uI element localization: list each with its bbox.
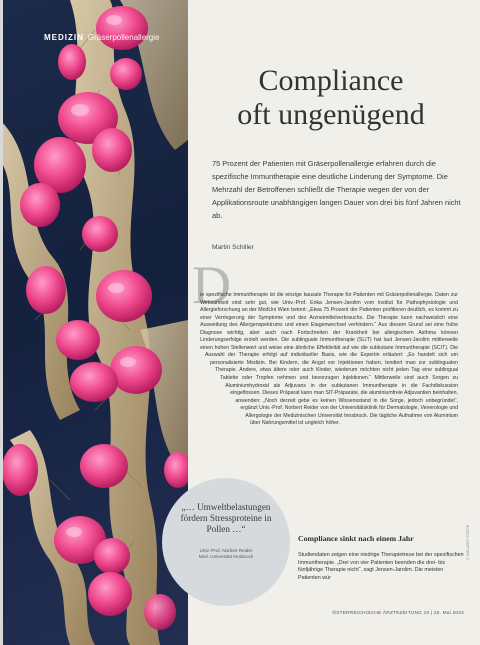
pollen-microscope-photo [0, 0, 188, 645]
pollen-illustration [0, 0, 188, 645]
quote-source-name: Univ.-Prof. Norbert Reider [199, 548, 253, 553]
subsection-label: Gräserpollenallergie [87, 32, 160, 42]
page-edge [0, 0, 3, 645]
quote-source-affiliation: Med. Universität Innsbruck [198, 554, 254, 559]
title-line-1: Compliance [258, 64, 404, 97]
section-header [44, 30, 159, 44]
pull-quote-text: „… Umweltbelastungen fördern Stressproteine in Pollen …“ [180, 502, 272, 534]
article-author: Martin Schiller [212, 244, 254, 251]
article-lead: 75 Prozent der Patienten mit Gräserpollenallergie erfahren durch die spezifische Immuntherapie eine deutliche Linderung der Symptome. Die Mehrzahl der Betroffenen schließt die Therapie wegen der von der Applikationsroute unabhängigen langen Dauer von drei bis fünf Jahren nicht ab. [212, 159, 461, 220]
pull-quote [162, 478, 290, 606]
title-line-2: oft ungenügend [237, 98, 425, 131]
page-footer: ÖSTERREICHISCHE ÄRZTEZEITUNG 10 | 25. Mai 2024 [332, 611, 464, 616]
photo-credit: © GALLERY STOCK [466, 524, 470, 560]
article-body-text: ie spezifische Immuntherapie ist die einzige kausale Therapie für Patienten mit Gräserpollenallergie. Daten zur Wirksamkeit sind sehr gut, wie Univ.-Prof. Erika Jensen-Jarolim vom Institut für Pathophysiologie und Allergieforschung an der MedUni Wien betont: „Etwa 75 Prozent der Patienten profitieren deutlich, es kommt zu einer Verringerung der Symptome und des Arzneimittelverbrauchs. Die Therapie kann nachweislich eine Ausweitung des Allergenspektrums und einen Etagenwechsel verhindern.“ Aus diesem Grund sei eine frühe Diagnose wichtig, aber auch nach Fortschreiten der Krankheit bei allergischem Asthma können Linderungserfolge erzielt werden. Die sublinguale Immuntherapie (SLIT) hat laut Jensen-Jarolim mittlerweile einen hohen Stellenwert und weise eine ähnliche Effektivität auf wie die subkutane Immuntherapie (SCIT). Die Auswahl der Therapie erfolgt auf individueller Basis, wie die Expertin erläutert: „Es handelt sich um personalisierte Medizin. Bei Kindern, die Angst vor Injektionen haben, tendiert man zur sublingualen Therapie. Andere, etwa ältere oder auch Kinder, wiederum möchten nicht jeden Tag eine sublingual Tablette oder Tropfen nehmen und bevorzugen Injektionen.“ Mittlerweile sind auch Sorgen zu Aluminiumhydroxid als Adjuvans in der subkutanen Immuntherapie in die Fachdiskussion eingeflossen. Dieses Präparat kann man SIT-Präparate, die aluminiumfreie Adjuvantien beinhalten, anwenden: „Noch derzeit gebe es keinen Wissensstand in die Sorge, jedoch unbegründet“, ergänzt Univ.-Prof. Norbert Reider von der Universitätsklinik für Dermatologie, Venerologie und Allergologie der Medizinischen Universität Innsbruck. Die tägliche Aufnahme von Aluminium über Nahrungsmittel ist ungleich höher. [200, 292, 458, 427]
section-subhead: Compliance sinkt nach einem Jahr [298, 534, 414, 543]
article-body-continued: Studiendaten zeigen eine niedrige Therapietreue bei der spezifischen Immuntherapie. „Drei von vier Patienten beenden die drei- bis fünfjährige Therapie nicht“, sagt Jensen-Jarolim. Die meisten Patienten wür [298, 552, 464, 581]
pull-quote-source [174, 548, 278, 560]
article-title [196, 64, 466, 132]
drop-cap: D [192, 255, 231, 315]
section-label: MEDIZIN [44, 32, 84, 42]
